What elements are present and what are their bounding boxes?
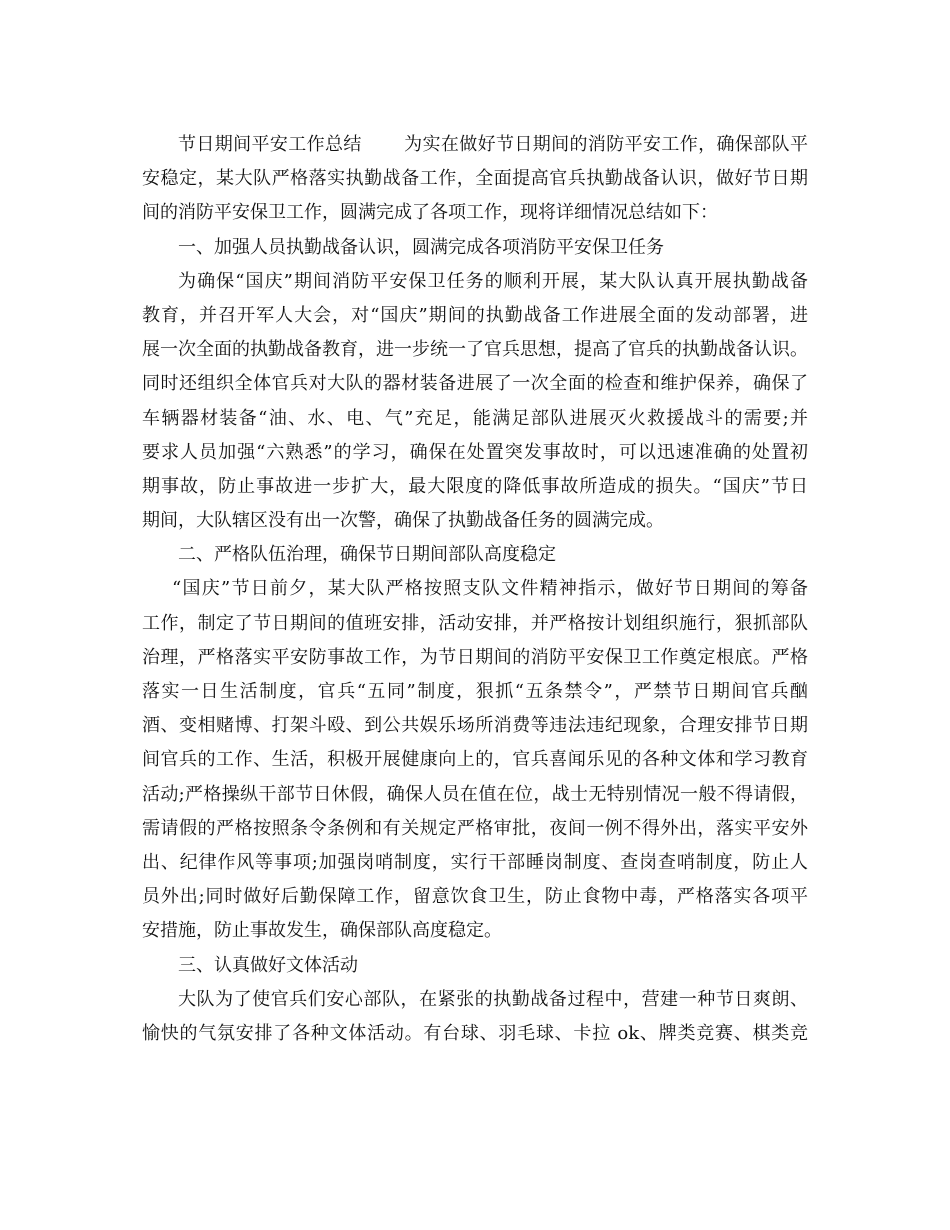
paragraph-line: 酒、变相赌博、打架斗殴、到公共娱乐场所消费等违法违纪现象，合理安排节日期 [142,715,808,737]
paragraph-line: 工作，制定了节日期间的值班安排，活动安排，并严格按计划组织施行，狠抓部队 [142,612,808,634]
paragraph-line: 为确保“国庆”期间消防平安保卫任务的顺利开展，某大队认真开展执勤战备 [178,270,808,292]
paragraph-line: 需请假的严格按照条令条例和有关规定严格审批，夜间一例不得外出，落实平安外 [142,817,808,839]
paragraph-line: 落实一日生活制度，官兵“五同”制度，狠抓“五条禁令”，严禁节日期间官兵酗 [142,681,808,702]
paragraph-line: 期事故，防止事故进一步扩大，最大限度的降低事故所造成的损失。“国庆”节日 [142,475,808,497]
intro-line: 间的消防平安保卫工作，圆满完成了各项工作，现将详细情况总结如下： [142,202,718,224]
section-heading: 一、加强人员执勤战备认识，圆满完成各项消防平安保卫任务 [178,236,664,258]
paragraph-line: 期间，大队辖区没有出一次警，确保了执勤战备任务的圆满完成。 [142,510,664,532]
paragraph-line: 愉快的气氛安排了各种文体活动。有台球、羽毛球、卡拉 ok、牌类竞赛、棋类竞 [142,1022,808,1044]
intro-line: 安稳定，某大队严格落实执勤战备工作，全面提高官兵执勤战备认识，做好节日期 [142,168,808,190]
paragraph-line: 大队为了使官兵们安心部队，在紧张的执勤战备过程中，营建一种节日爽朗、 [178,988,808,1010]
title-line [142,128,808,162]
section-heading: 二、严格队伍治理，确保节日期间部队高度稳定 [178,544,556,566]
intro-line: 为实在做好节日期间的消防平安工作，确保部队平 [403,134,808,155]
document-title: 节日期间平安工作总结 [178,134,362,155]
paragraph-line: 间官兵的工作、生活，积极开展健康向上的，官兵喜闻乐见的各种文体和学习教育 [142,749,808,771]
paragraph-line: 要求人员加强“六熟悉”的学习，确保在处置突发事故时，可以迅速准确的处置初 [142,441,808,463]
paragraph-line: 车辆器材装备“油、水、电、气”充足，能满足部队进展灭火救援战斗的需要;并 [142,407,808,429]
paragraph-line: 治理，严格落实平安防事故工作，为节日期间的消防平安保卫工作奠定根底。严格 [142,646,808,668]
paragraph-line: 展一次全面的执勤战备教育，进一步统一了官兵思想，提高了官兵的执勤战备认识。 [142,339,808,361]
paragraph-line: 活动;严格操纵干部节日休假，确保人员在值在位，战士无特别情况一般不得请假， [142,783,808,805]
paragraph-line: 员外出;同时做好后勤保障工作，留意饮食卫生，防止食物中毒，严格落实各项平 [142,886,808,908]
paragraph-line: 教育，并召开军人大会，对“国庆”期间的执勤战备工作进展全面的发动部署，进 [142,304,808,326]
paragraph-line: 安措施，防止事故发生，确保部队高度稳定。 [142,920,502,942]
paragraph-line: 同时还组织全体官兵对大队的器材装备进展了一次全面的检查和维护保养，确保了 [142,373,808,395]
section-heading: 三、认真做好文体活动 [178,954,358,976]
paragraph-line: 出、纪律作风等事项;加强岗哨制度，实行干部睡岗制度、查岗查哨制度，防止人 [142,851,808,873]
paragraph-line: “国庆”节日前夕，某大队严格按照支队文件精神指示，做好节日期间的筹备 [172,578,808,600]
document-body [142,128,808,1051]
